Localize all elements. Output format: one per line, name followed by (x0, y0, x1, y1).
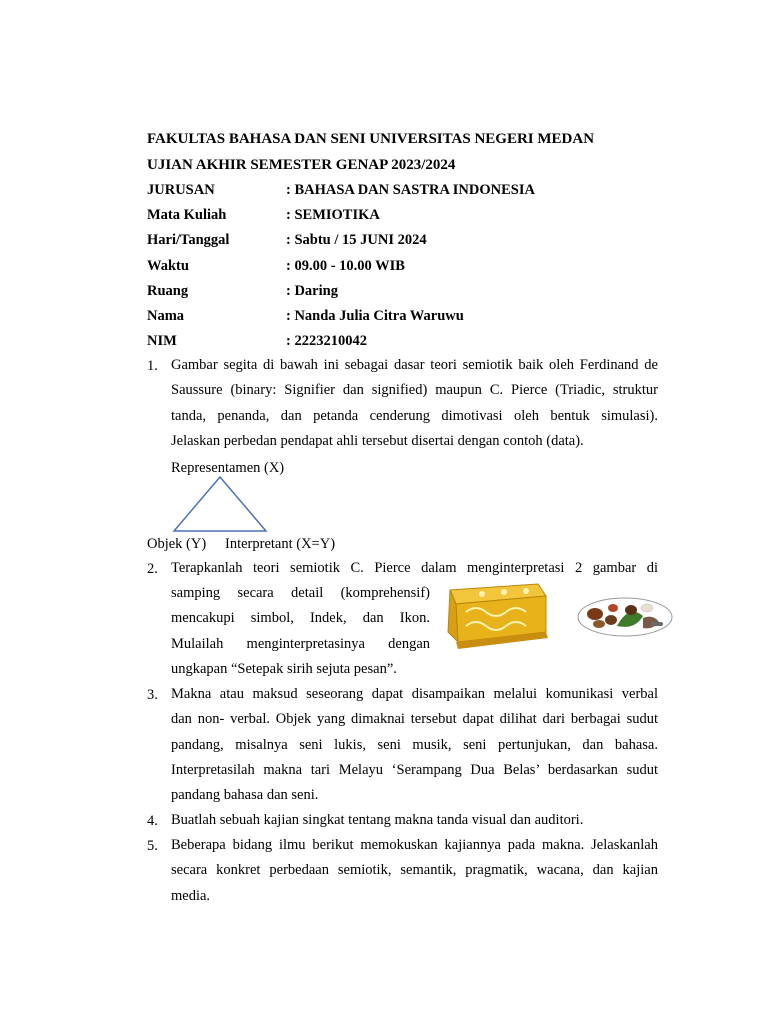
question-5-line: media. (171, 887, 211, 904)
info-label-hari-tanggal: Hari/Tanggal (147, 232, 230, 248)
betel-ingredients-icon (577, 596, 673, 638)
question-2-line: Terapkanlah teori semiotik C. Pierce dalam menginterpretasi 2 gambar di (171, 560, 658, 576)
info-label-ruang: Ruang (147, 283, 189, 299)
gold-box-tepak-sirih-icon (442, 576, 550, 654)
info-value-nama: : Nanda Julia Citra Waruwu (286, 308, 464, 324)
diagram-interpretant-label: Interpretant (X=Y) (225, 536, 336, 552)
question-2-line: samping secara detail (komprehensif) (171, 585, 430, 601)
exam-title: UJIAN AKHIR SEMESTER GENAP 2023/2024 (147, 157, 456, 173)
question-3-line: pandang bahasa dan seni. (171, 787, 319, 804)
info-label-mata-kuliah: Mata Kuliah (147, 207, 227, 223)
question-3-line: Makna atau maksud seseorang dapat disampaikan melalui komunikasi verbal (171, 686, 658, 702)
info-value-waktu: : 09.00 - 10.00 WIB (286, 258, 405, 274)
question-3-text (171, 682, 658, 808)
diagram-objek-label: Objek (Y) (147, 536, 207, 552)
question-2-text (171, 581, 430, 682)
info-label-waktu: Waktu (147, 258, 189, 274)
semiotic-triangle-icon (170, 474, 270, 534)
info-value-jurusan: : BAHASA DAN SASTRA INDONESIA (286, 182, 535, 198)
question-4-text (171, 808, 658, 833)
question-1-line: tanda, penanda, dan petanda cenderung dimotivasi oleh bentuk simulasi). (171, 407, 658, 424)
info-label-nama: Nama (147, 308, 185, 324)
question-5-text (171, 833, 658, 909)
info-label-jurusan: JURUSAN (147, 182, 215, 198)
question-1-line: Gambar segita di bawah ini sebagai dasar teori semiotik baik oleh Ferdinand de (171, 357, 658, 373)
info-value-mata-kuliah: : SEMIOTIKA (286, 207, 380, 223)
question-5-line: secara konkret perbedaan semiotik, semantik, pragmatik, wacana, dan kajian (171, 862, 658, 879)
question-4-number: 4. (147, 813, 158, 829)
question-1-text (171, 353, 658, 454)
question-3-number: 3. (147, 687, 158, 703)
info-value-hari-tanggal: : Sabtu / 15 JUNI 2024 (286, 232, 427, 248)
question-3-line: dan non- verbal. Objek yang dimaknai tersebut dapat dilihat dari berbagai sudut (171, 711, 658, 728)
question-3-line: pandang, misalnya seni lukis, seni musik, seni pertunjukan, dan bahasa. (171, 736, 658, 753)
question-1-line: Jelaskan perbedan pendapat ahli tersebut disertai dengan contoh (data). (171, 432, 584, 449)
info-value-nim: : 2223210042 (286, 333, 367, 349)
faculty-title: FAKULTAS BAHASA DAN SENI UNIVERSITAS NEGERI MEDAN (147, 131, 595, 147)
question-5-number: 5. (147, 838, 158, 854)
question-1-number: 1. (147, 358, 158, 374)
question-2-first-line (171, 556, 658, 581)
info-label-nim: NIM (147, 333, 177, 349)
question-2-line: mencakupi simbol, Indek, dan Ikon. (171, 610, 430, 627)
question-4-line: Buatlah sebuah kajian singkat tentang makna tanda visual dan auditori. (171, 812, 584, 828)
question-2-line: Mulailah menginterpretasinya dengan (171, 635, 430, 652)
question-1-line: Saussure (binary: Signifier dan signified) maupun C. Pierce (Triadic, struktur (171, 382, 658, 399)
question-2-number: 2. (147, 561, 158, 577)
question-3-line: Interpretasilah makna tari Melayu ‘Serampang Dua Belas’ berdasarkan sudut (171, 761, 658, 778)
question-2-line: ungkapan “Setepak sirih sejuta pesan”. (171, 660, 397, 677)
question-5-line: Beberapa bidang ilmu berikut memokuskan kajiannya pada makna. Jelaskanlah (171, 837, 658, 853)
info-value-ruang: : Daring (286, 283, 338, 299)
diagram-representamen-label: Representamen (X) (171, 460, 285, 476)
